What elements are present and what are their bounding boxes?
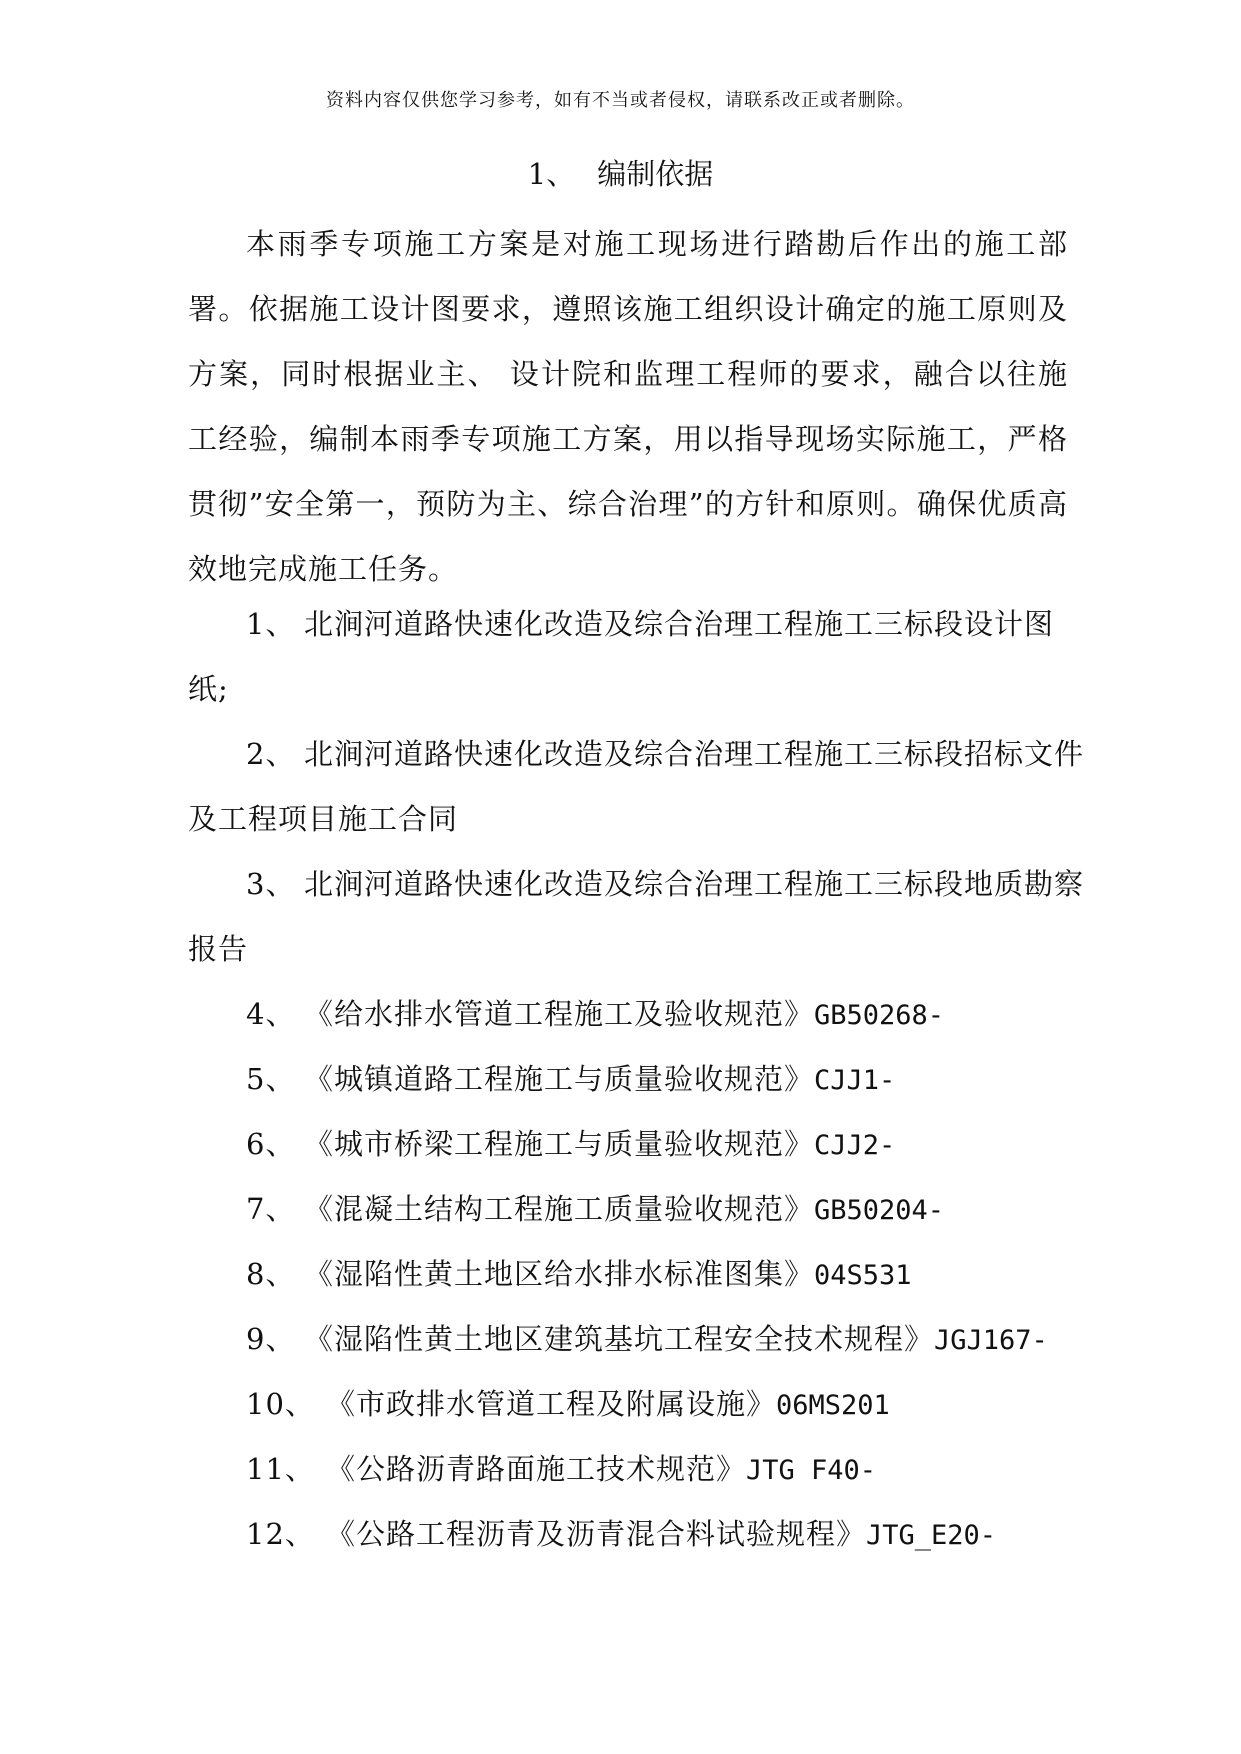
- reference-number: 3、: [246, 867, 296, 901]
- reference-text: 《城市桥梁工程施工与质量验收规范》: [304, 1127, 815, 1161]
- reference-number: 11、: [246, 1452, 315, 1486]
- reference-number: 6、: [246, 1127, 296, 1161]
- reference-item: [188, 1112, 1088, 1177]
- reference-text: 《湿陷性黄土地区给水排水标准图集》: [304, 1257, 815, 1291]
- reference-code: 04S531: [814, 1260, 912, 1291]
- intro-text: [188, 212, 1068, 602]
- reference-text: 北涧河道路快速化改造及综合治理工程施工三标段地质勘察报告: [188, 867, 1085, 966]
- reference-code: CJJ2-: [814, 1130, 896, 1161]
- reference-item: [188, 722, 1088, 852]
- reference-item: [188, 592, 1088, 722]
- reference-text: 《湿陷性黄土地区建筑基坑工程安全技术规程》: [304, 1322, 935, 1356]
- reference-text: 《公路工程沥青及沥青混合料试验规程》: [326, 1517, 867, 1551]
- reference-item: [188, 1437, 1088, 1502]
- reference-text: 《混凝土结构工程施工质量验收规范》: [304, 1192, 815, 1226]
- reference-number: 5、: [246, 1062, 296, 1096]
- reference-item: [188, 1502, 1088, 1567]
- reference-code: GB50268-: [814, 1000, 945, 1031]
- reference-text: 《给水排水管道工程施工及验收规范》: [304, 997, 815, 1031]
- reference-text: 《城镇道路工程施工与质量验收规范》: [304, 1062, 815, 1096]
- header-disclaimer: 资料内容仅供您学习参考，如有不当或者侵权，请联系改正或者删除。: [326, 90, 915, 111]
- reference-item: [188, 1307, 1088, 1372]
- reference-number: 8、: [246, 1257, 296, 1291]
- reference-code: JTG_E20-: [866, 1520, 997, 1551]
- reference-item: [188, 1047, 1088, 1112]
- reference-number: 10、: [246, 1387, 315, 1421]
- reference-code: JTG F40-: [746, 1455, 877, 1486]
- reference-number: 7、: [246, 1192, 296, 1226]
- reference-text: 北涧河道路快速化改造及综合治理工程施工三标段招标文件及工程项目施工合同: [188, 737, 1085, 836]
- section-number: 1、: [527, 157, 576, 191]
- section-heading: [0, 152, 1241, 193]
- reference-item: [188, 1372, 1088, 1437]
- reference-code: GB50204-: [814, 1195, 945, 1226]
- reference-item: [188, 1242, 1088, 1307]
- reference-item: [188, 1177, 1088, 1242]
- reference-code: 06MS201: [776, 1390, 890, 1421]
- reference-text: 北涧河道路快速化改造及综合治理工程施工三标段设计图纸;: [188, 607, 1055, 706]
- reference-number: 9、: [246, 1322, 296, 1356]
- reference-text: 《市政排水管道工程及附属设施》: [326, 1387, 777, 1421]
- reference-text: 《公路沥青路面施工技术规范》: [326, 1452, 747, 1486]
- reference-number: 1、: [246, 607, 296, 641]
- reference-code: CJJ1-: [814, 1065, 896, 1096]
- reference-item: [188, 852, 1088, 982]
- reference-number: 2、: [246, 737, 296, 771]
- reference-list: [188, 592, 1088, 1567]
- section-title: 编制依据: [597, 157, 714, 191]
- intro-paragraph: 本雨季专项施工方案是对施工现场进行踏勘后作出的施工部署。依据施工设计图要求，遵照该施工组织设计确定的施工原则及方案，同时根据业主、 设计院和监理工程师的要求，融合以往施工经验，编制本雨季专项施工方案，用以指导现场实际施工，严格贯彻”安全第一，预防为主、综合治理”的方针和原则。确保优质高效地完成施工任务。: [188, 227, 1068, 586]
- reference-item: [188, 982, 1088, 1047]
- reference-number: 4、: [246, 997, 296, 1031]
- reference-number: 12、: [246, 1517, 315, 1551]
- reference-code: JGJ167-: [934, 1325, 1048, 1356]
